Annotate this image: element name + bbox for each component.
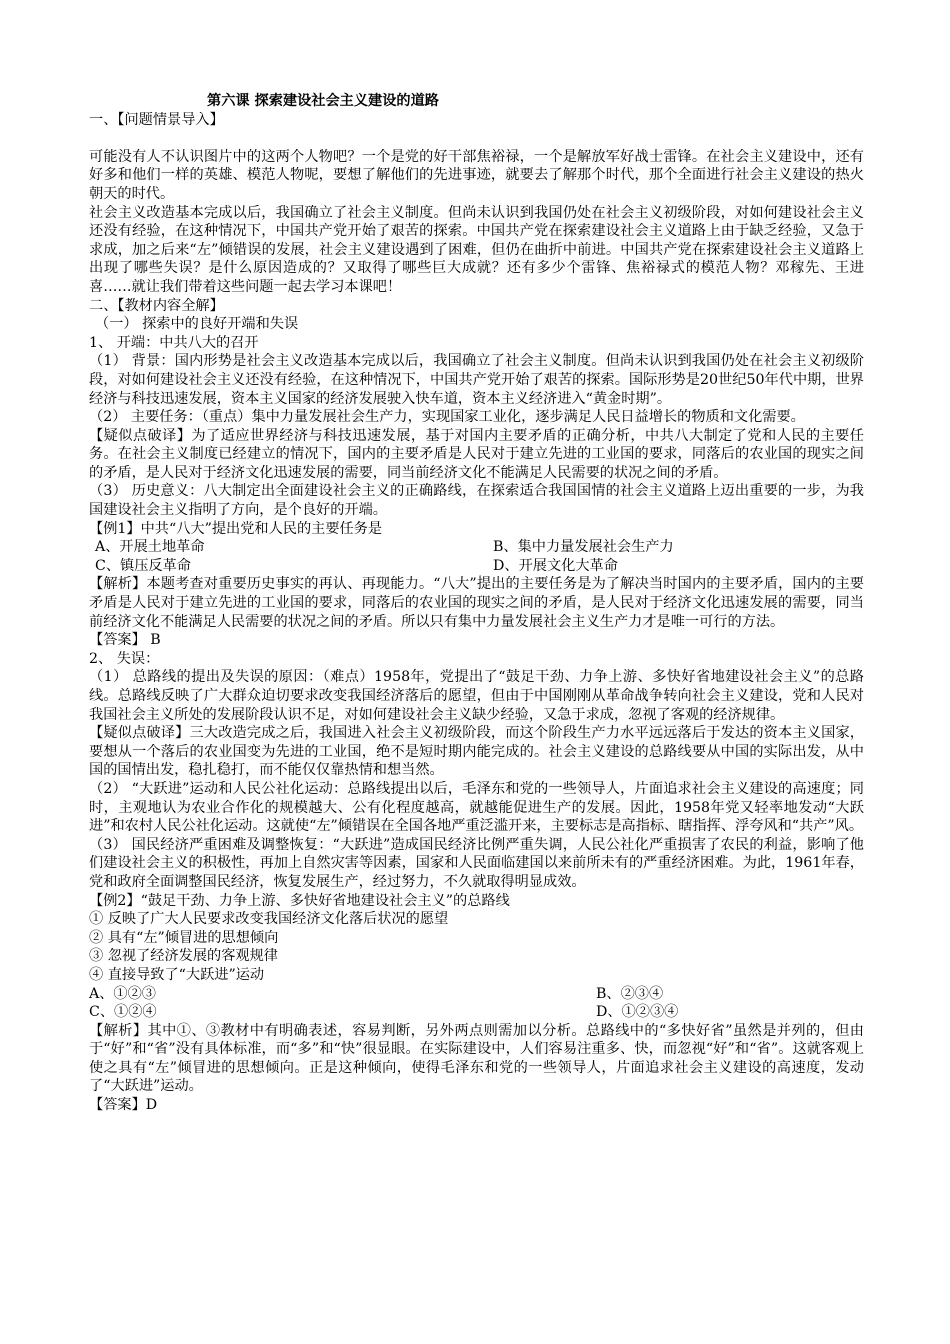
item-2-heading: 2、 失误：: [89, 650, 160, 667]
example-2-statement-2: ② 具有“左”倾冒进的思想倾向: [89, 929, 279, 946]
example-1-option-b: B、集中力量发展社会生产力: [493, 539, 674, 556]
lesson-title: 第六课 探索建设社会主义建设的道路: [207, 93, 439, 109]
example-1-answer: 【答案】 B: [89, 632, 161, 649]
item-1-analysis: 【疑似点破译】为了适应世界经济与科技迅速发展，基于对国内主要矛盾的正确分析，中共八大制定了党和人民的主要任务。在社会主义制度已经建立的情况下，国内的主要矛盾是人民对于建立先进的工业国的要求，同落后的农业国的现实之间的矛盾，是人民对于经济文化迅速发展的需要，同当前经济文化不能满足人民需要的状况之间的矛盾。: [89, 427, 864, 481]
example-1-option-a: A、开展土地革命: [95, 539, 205, 556]
example-2-option-a: A、①②③: [89, 985, 156, 1002]
example-2-explanation: 【解析】其中①、③教材中有明确表述，容易判断，另外两点则需加以分析。总路线中的“多快好省”虽然是并列的，但由于“好”和“省”没有具体标准，而“多”和“快”很显眼。在实际建设中，人们容易注重多、快，而忽视“好”和“省”。这就客观上使之具有“左”倾冒进的思想倾向。正是这种倾向，使得毛泽东和党的一些领导人，片面追求社会主义建设的高速度，发动了“大跃进”运动。: [89, 1022, 864, 1095]
example-1-options: [89, 538, 864, 575]
item-1-background: （1） 背景：国内形势是社会主义改造基本完成以后，我国确立了社会主义制度。但尚未认识到我国仍处在社会主义初级阶段，对如何建设社会主义还没有经验，在这种情况下，中国共产党开始了艰苦的探索。国际形势是20世纪50年代中期，世界经济与科技迅速发展，资本主义国家的经济发展驶入快车道，资本主义经济进入“黄金时期”。: [89, 353, 864, 407]
example-2-options: [89, 985, 864, 1022]
item-2-adjustment: （3） 国民经济严重困难及调整恢复：“大跃进”造成国民经济比例严重失调，人民公社化严重损害了农民的利益，影响了他们建设社会主义的积极性，再加上自然灾害等因素，国家和人民面临建国以来前所未有的严重经济困难。为此，1961年春，党和政府全面调整国民经济，恢复发展生产，经过努力，不久就取得明显成效。: [89, 836, 864, 890]
section-heading-1: 一、【问题情景导入】: [89, 111, 224, 128]
item-2-analysis: 【疑似点破译】三大改造完成之后，我国进入社会主义初级阶段，而这个阶段生产力水平远远落后于发达的资本主义国家，要想从一个落后的农业国变为先进的工业国，绝不是短时期内能完成的。社会主义建设的总路线要从中国的实际出发，从中国的国情出发，稳扎稳打，而不能仅仅靠热情和想当然。: [89, 725, 864, 779]
example-2-question: 【例2】“鼓足干劲、力争上游、多快好省地建设社会主义”的总路线: [89, 892, 510, 909]
example-1-explanation: 【解析】本题考查对重要历史事实的再认、再现能力。“八大”提出的主要任务是为了解决当时国内的主要矛盾，国内的主要矛盾是人民对于建立先进的工业国的要求，同落后的农业国的现实之间的矛盾，是人民对于经济文化迅速发展的需要，同当前经济文化不能满足人民需要的状况之间的矛盾。所以只有集中力量发展社会主义生产力才是唯一可行的方法。: [89, 576, 864, 630]
subsection-heading-1: （一） 探索中的良好开端和失误: [95, 316, 299, 333]
item-1-main-task: （2） 主要任务：（重点）集中力量发展社会生产力，实现国家工业化，逐步满足人民日益增长的物质和文化需要。: [89, 409, 805, 426]
section-heading-2: 二、【教材内容全解】: [89, 297, 224, 314]
example-1-question: 【例1】中共“八大”提出党和人民的主要任务是: [89, 520, 383, 537]
item-1-heading: 1、 开端：中共八大的召开: [89, 334, 259, 351]
example-2-statement-4: ④ 直接导致了“大跃进”运动: [89, 966, 265, 983]
example-2-statement-3: ③ 忽视了经济发展的客观规律: [89, 948, 278, 965]
example-2-option-d: D、①②③④: [596, 1004, 679, 1021]
intro-paragraph-2: 社会主义改造基本完成以后，我国确立了社会主义制度。但尚未认识到我国仍处在社会主义初级阶段，对如何建设社会主义还没有经验，在这种情况下，中国共产党开始了艰苦的探索。中国共产党在探索建设社会主义道路上由于缺乏经验，又急于求成，加之后来“左”倾错误的发展，社会主义建设遇到了困难，但仍在曲折中前进。中国共产党在探索建设社会主义道路上出现了哪些失误？是什么原因造成的？又取得了哪些巨大成就？还有多少个雷锋、焦裕禄式的模范人物？邓稼先、王进喜……就让我们带着这些问题一起去学习本课吧！: [89, 204, 864, 295]
example-1-option-d: D、开展文化大革命: [493, 557, 618, 574]
example-2-answer: 【答案】D: [89, 1097, 158, 1114]
intro-paragraph-1: 可能没有人不认识图片中的这两个人物吧？一个是党的好干部焦裕禄，一个是解放军好战士雷锋。在社会主义建设中，还有好多和他们一样的英雄、模范人物呢，要想了解他们的先进事迹，就要去了解那个时代，那个全面进行社会主义建设的热火朝天的时代。: [89, 148, 864, 202]
item-1-significance: （3） 历史意义：八大制定出全面建设社会主义的正确路线，在探索适合我国国情的社会主义道路上迈出重要的一步，为我国建设社会主义指明了方向，是个良好的开端。: [89, 483, 864, 519]
example-2-statement-1: ① 反映了广大人民要求改变我国经济文化落后状况的愿望: [89, 911, 449, 928]
document-page: [89, 92, 864, 1115]
blank-line: [89, 129, 864, 148]
example-1-option-c: C、镇压反革命: [95, 557, 191, 574]
example-2-option-c: C、①②④: [89, 1004, 157, 1021]
example-2-option-b: B、②③④: [596, 985, 664, 1002]
item-2-general-line: （1） 总路线的提出及失误的原因：（难点）1958年，党提出了“鼓足干劲、力争上游、多快好省地建设社会主义”的总路线。总路线反映了广大群众迫切要求改变我国经济落后的愿望，但由于中国刚刚从革命战争转向社会主义建设，党和人民对我国社会主义所处的发展阶段认识不足，对如何建设社会主义缺少经验，又急于求成，忽视了客观的经济规律。: [89, 669, 864, 723]
item-2-great-leap: （2） “大跃进”运动和人民公社化运动：总路线提出以后，毛泽东和党的一些领导人，片面追求社会主义建设的高速度；同时，主观地认为农业合作化的规模越大、公有化程度越高，就越能促进生产的发展。因此，1958年党又轻率地发动“大跃进”和农村人民公社化运动。这就使“左”倾错误在全国各地严重泛滥开来，主要标志是高指标、瞎指挥、浮夸风和“共产”风。: [89, 780, 864, 835]
